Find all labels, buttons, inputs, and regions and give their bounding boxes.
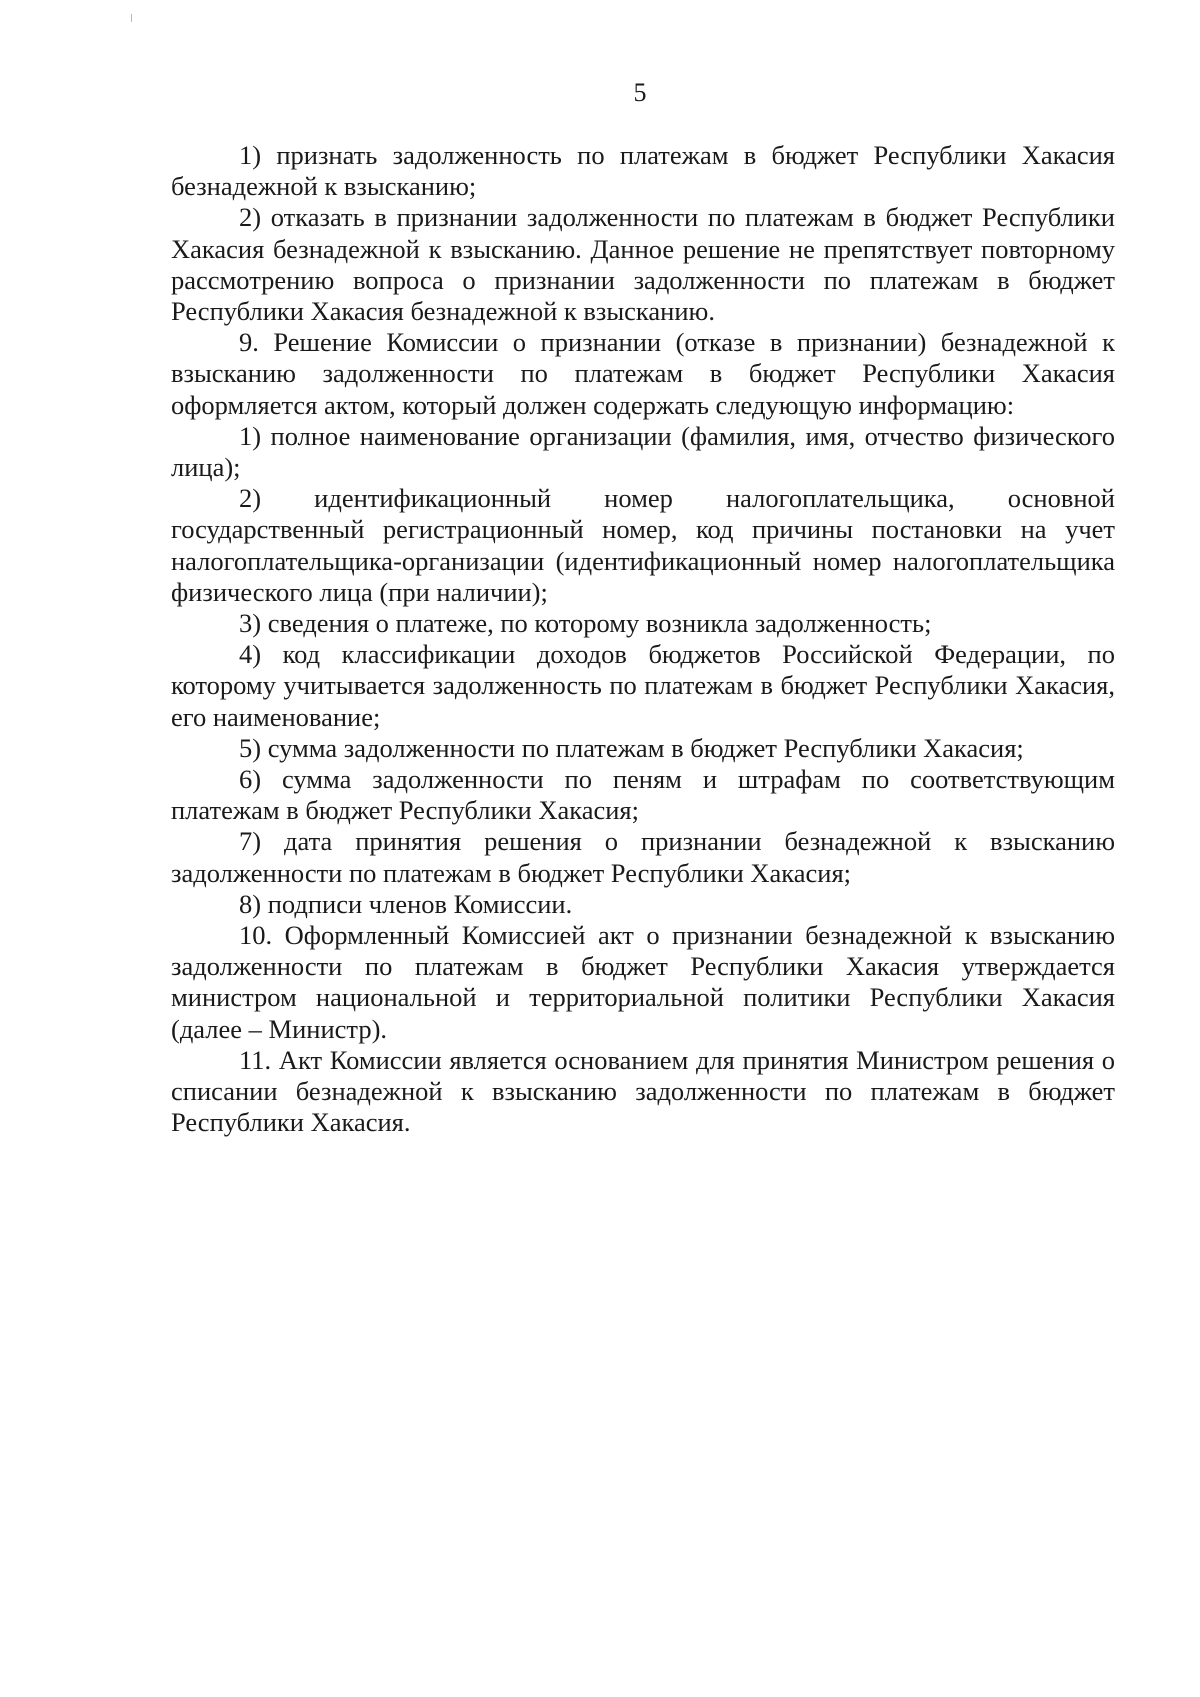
paragraph-clause-9: 9. Решение Комиссии о признании (отказе в признании) безнадежной к взысканию задолженности по платежам в бюджет Республики Хакасия оформляется актом, который должен содержать следующую информацию: (171, 327, 1115, 420)
paragraph-act-item-1: 1) полное наименование организации (фамилия, имя, отчество физического лица); (171, 420, 1115, 483)
paragraph-act-item-7: 7) дата принятия решения о признании безнадежной к взысканию задолженности по платежам в бюджет Республики Хакасия; (171, 826, 1115, 888)
paragraph-act-item-4: 4) код классификации доходов бюджетов Российской Федерации, по которому учитывается задолженность по платежам в бюджет Республики Хакасия, его наименование; (171, 639, 1115, 732)
paragraph-clause-10: 10. Оформленный Комиссией акт о признании безнадежной к взысканию задолженности по платежам в бюджет Республики Хакасия утверждается министром национальной и территориальной политики Республики Хакасия (далее – Министр). (171, 920, 1115, 1044)
paragraph-act-item-6: 6) сумма задолженности по пеням и штрафам по соответствующим платежам в бюджет Республики Хакасия; (171, 764, 1115, 826)
scan-artifact (131, 14, 132, 22)
paragraph-clause-11: 11. Акт Комиссии является основанием для принятия Министром решения о списании безнадежной к взысканию задолженности по платежам в бюджет Республики Хакасия. (171, 1044, 1115, 1138)
document-body (171, 140, 1115, 1139)
paragraph-act-item-5: 5) сумма задолженности по платежам в бюджет Республики Хакасия; (239, 732, 1024, 763)
paragraph-act-item-3: 3) сведения о платеже, по которому возникла задолженность; (239, 608, 932, 639)
paragraph-act-item-8: 8) подписи членов Комиссии. (239, 888, 573, 919)
paragraph-item-2-refuse-recognition: 2) отказать в признании задолженности по платежам в бюджет Республики Хакасия безнадежной к взысканию. Данное решение не препятствует повторному рассмотрению вопроса о признании задолженности по платежам в бюджет Республики Хакасия безнадежной к взысканию. (171, 202, 1115, 327)
page-number: 5 (633, 78, 647, 107)
paragraph-item-1-recognize-debt: 1) признать задолженность по платежам в бюджет Республики Хакасия безнадежной к взысканию; (171, 140, 1115, 202)
paragraph-act-item-2: 2) идентификационный номер налогоплательщика, основной государственный регистрационный номер, код причины постановки на учет налогоплательщика-организации (идентификационный номер налогоплательщика физического лица (при наличии); (171, 483, 1115, 607)
